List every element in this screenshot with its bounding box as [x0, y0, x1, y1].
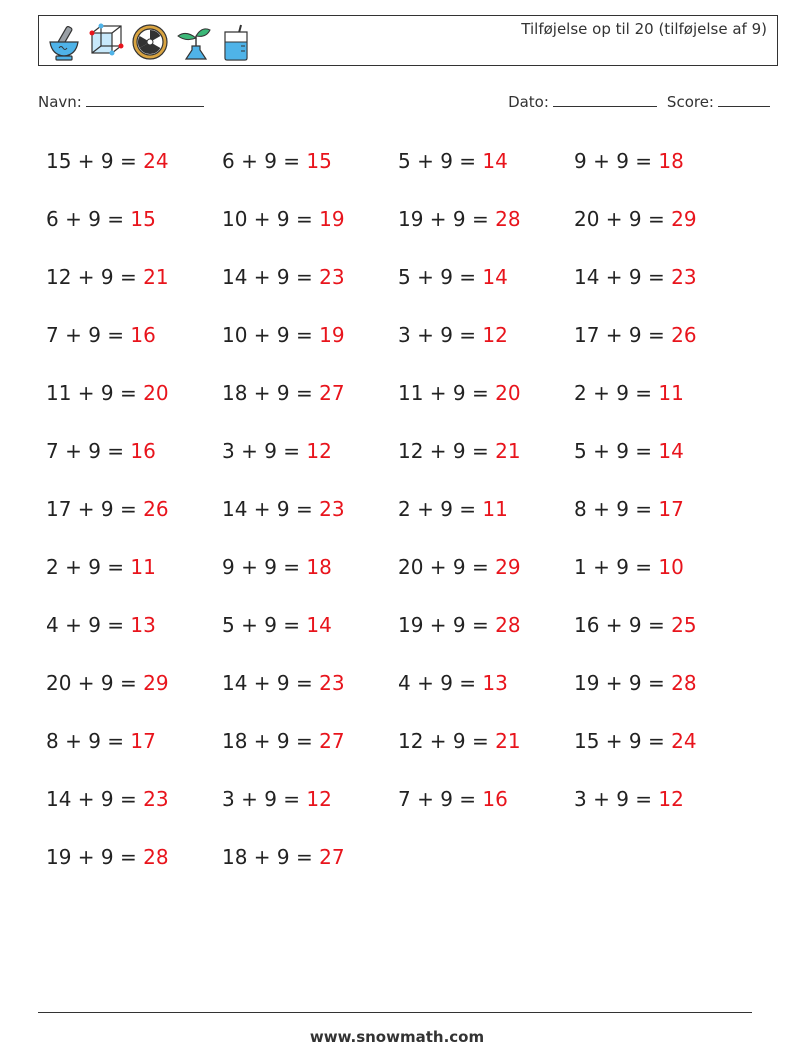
problem-item [222, 258, 398, 316]
problem-item [574, 548, 750, 606]
problem-item [398, 200, 574, 258]
problem-answer: 27 [319, 845, 345, 869]
problem-item [222, 142, 398, 200]
problem-question: 10 + 9 = [222, 207, 320, 231]
problem-question: 11 + 9 = [398, 381, 496, 405]
problem-item [46, 780, 222, 838]
problem-item [46, 374, 222, 432]
problem-answer: 14 [482, 149, 508, 173]
problem-answer: 16 [482, 787, 508, 811]
problem-question: 7 + 9 = [46, 323, 131, 347]
problem-row [46, 258, 766, 316]
problem-question: 8 + 9 = [574, 497, 659, 521]
problem-item [222, 316, 398, 374]
problem-question: 11 + 9 = [46, 381, 144, 405]
beaker-icon [217, 22, 255, 62]
problem-answer: 12 [658, 787, 684, 811]
problem-answer: 18 [306, 555, 332, 579]
problem-question: 2 + 9 = [398, 497, 483, 521]
problem-answer: 28 [143, 845, 169, 869]
date-label: Dato: [508, 93, 549, 111]
problem-item [398, 432, 574, 490]
problem-answer: 11 [130, 555, 156, 579]
problem-question: 15 + 9 = [574, 729, 672, 753]
problem-answer: 14 [482, 265, 508, 289]
problem-answer: 16 [130, 323, 156, 347]
problem-answer: 20 [143, 381, 169, 405]
problem-answer: 12 [482, 323, 508, 347]
problem-question: 19 + 9 = [46, 845, 144, 869]
problem-item [46, 258, 222, 316]
footer-url: www.snowmath.com [309, 1028, 485, 1046]
problem-answer: 23 [671, 265, 697, 289]
problem-item [222, 548, 398, 606]
problem-answer: 11 [658, 381, 684, 405]
problem-question: 17 + 9 = [46, 497, 144, 521]
problem-answer: 19 [319, 207, 345, 231]
problem-answer: 23 [143, 787, 169, 811]
problem-answer: 21 [495, 729, 521, 753]
icon-strip [45, 22, 255, 62]
problem-question: 10 + 9 = [222, 323, 320, 347]
problem-item [46, 838, 222, 896]
problem-answer: 21 [495, 439, 521, 463]
problem-item [46, 490, 222, 548]
problem-answer: 28 [495, 613, 521, 637]
date-blank[interactable] [553, 92, 657, 107]
problem-answer: 16 [130, 439, 156, 463]
problem-question: 3 + 9 = [398, 323, 483, 347]
problem-answer: 29 [671, 207, 697, 231]
problem-question: 4 + 9 = [46, 613, 131, 637]
problem-item [46, 142, 222, 200]
problem-item [46, 722, 222, 780]
problem-item [574, 664, 750, 722]
problem-row [46, 316, 766, 374]
problem-question: 5 + 9 = [574, 439, 659, 463]
problem-question: 5 + 9 = [398, 265, 483, 289]
problem-question: 14 + 9 = [222, 265, 320, 289]
problem-question: 12 + 9 = [46, 265, 144, 289]
problem-answer: 12 [306, 439, 332, 463]
name-field [38, 92, 204, 111]
problem-row [46, 432, 766, 490]
problem-question: 20 + 9 = [398, 555, 496, 579]
problem-answer: 23 [319, 497, 345, 521]
problem-item [398, 722, 574, 780]
score-blank[interactable] [718, 92, 770, 107]
problem-item [574, 780, 750, 838]
plant-flask-icon [174, 22, 212, 62]
problem-answer: 23 [319, 265, 345, 289]
problem-question: 6 + 9 = [222, 149, 307, 173]
footer-divider [38, 1012, 752, 1013]
problem-row [46, 200, 766, 258]
problem-answer: 17 [658, 497, 684, 521]
problem-question: 4 + 9 = [398, 671, 483, 695]
problem-answer: 14 [658, 439, 684, 463]
problem-item [574, 200, 750, 258]
problem-answer: 20 [495, 381, 521, 405]
problem-item [222, 374, 398, 432]
problem-answer: 17 [130, 729, 156, 753]
problem-question: 18 + 9 = [222, 729, 320, 753]
problem-answer: 29 [495, 555, 521, 579]
worksheet-header [38, 15, 778, 66]
problem-item [222, 432, 398, 490]
problem-row [46, 490, 766, 548]
problem-question: 3 + 9 = [222, 787, 307, 811]
problem-question: 17 + 9 = [574, 323, 672, 347]
problem-question: 14 + 9 = [46, 787, 144, 811]
problem-answer: 27 [319, 729, 345, 753]
problem-item [398, 606, 574, 664]
problem-answer: 21 [143, 265, 169, 289]
problem-question: 8 + 9 = [46, 729, 131, 753]
problem-answer: 28 [495, 207, 521, 231]
molecule-cube-icon [88, 22, 126, 62]
problem-answer: 26 [671, 323, 697, 347]
problem-item [574, 316, 750, 374]
problem-item [574, 490, 750, 548]
problem-item [398, 548, 574, 606]
radiation-icon [131, 22, 169, 62]
problem-question: 12 + 9 = [398, 729, 496, 753]
problem-item [398, 258, 574, 316]
problem-item [46, 316, 222, 374]
problem-row [46, 548, 766, 606]
problem-item [222, 490, 398, 548]
problem-answer: 23 [319, 671, 345, 695]
problem-question: 14 + 9 = [222, 671, 320, 695]
problem-answer: 24 [143, 149, 169, 173]
problem-question: 5 + 9 = [222, 613, 307, 637]
problem-item [222, 664, 398, 722]
problem-question: 7 + 9 = [398, 787, 483, 811]
problem-answer: 13 [130, 613, 156, 637]
problem-question: 9 + 9 = [574, 149, 659, 173]
problem-row [46, 142, 766, 200]
problem-question: 5 + 9 = [398, 149, 483, 173]
problem-item [222, 606, 398, 664]
problem-item [574, 432, 750, 490]
problem-answer: 29 [143, 671, 169, 695]
problem-question: 3 + 9 = [222, 439, 307, 463]
problem-item [574, 142, 750, 200]
problem-answer: 13 [482, 671, 508, 695]
problem-item [574, 258, 750, 316]
problem-answer: 28 [671, 671, 697, 695]
name-label: Navn: [38, 93, 82, 111]
problem-question: 20 + 9 = [574, 207, 672, 231]
problem-item [398, 490, 574, 548]
problem-item [46, 606, 222, 664]
problem-item [574, 606, 750, 664]
problem-question: 19 + 9 = [398, 613, 496, 637]
problem-answer: 12 [306, 787, 332, 811]
problem-item [398, 664, 574, 722]
problem-question: 19 + 9 = [574, 671, 672, 695]
problem-answer: 25 [671, 613, 697, 637]
problem-row [46, 722, 766, 780]
problem-item [222, 200, 398, 258]
problem-question: 19 + 9 = [398, 207, 496, 231]
problem-answer: 18 [658, 149, 684, 173]
problem-answer: 10 [658, 555, 684, 579]
problem-question: 2 + 9 = [574, 381, 659, 405]
problem-question: 15 + 9 = [46, 149, 144, 173]
problem-answer: 27 [319, 381, 345, 405]
problem-row [46, 838, 766, 896]
problem-question: 12 + 9 = [398, 439, 496, 463]
problem-question: 9 + 9 = [222, 555, 307, 579]
problem-item [46, 200, 222, 258]
problem-item [398, 142, 574, 200]
problem-answer: 19 [319, 323, 345, 347]
problem-item [574, 374, 750, 432]
problem-row [46, 606, 766, 664]
problem-question: 16 + 9 = [574, 613, 672, 637]
problem-item [222, 838, 398, 896]
problem-question: 18 + 9 = [222, 381, 320, 405]
problem-item [398, 316, 574, 374]
problem-question: 6 + 9 = [46, 207, 131, 231]
problem-row [46, 664, 766, 722]
problem-question: 14 + 9 = [222, 497, 320, 521]
problem-item [574, 722, 750, 780]
worksheet-title: Tilføjelse op til 20 (tilføjelse af 9) [521, 20, 767, 38]
problem-answer: 15 [306, 149, 332, 173]
problem-item [46, 432, 222, 490]
date-score-fields [508, 92, 770, 111]
problem-item [46, 664, 222, 722]
problem-question: 2 + 9 = [46, 555, 131, 579]
problem-question: 1 + 9 = [574, 555, 659, 579]
problem-item [222, 780, 398, 838]
problem-row [46, 780, 766, 838]
problem-question: 3 + 9 = [574, 787, 659, 811]
problem-answer: 15 [130, 207, 156, 231]
problem-answer: 24 [671, 729, 697, 753]
problem-answer: 26 [143, 497, 169, 521]
problem-item [46, 548, 222, 606]
problem-item [222, 722, 398, 780]
name-blank[interactable] [86, 92, 204, 107]
problem-item [398, 780, 574, 838]
problem-answer: 14 [306, 613, 332, 637]
problem-question: 18 + 9 = [222, 845, 320, 869]
problem-question: 20 + 9 = [46, 671, 144, 695]
problem-row [46, 374, 766, 432]
problem-item [398, 374, 574, 432]
score-label: Score: [666, 93, 714, 111]
problem-grid [46, 142, 766, 896]
problem-question: 7 + 9 = [46, 439, 131, 463]
problem-answer: 11 [482, 497, 508, 521]
problem-question: 14 + 9 = [574, 265, 672, 289]
mortar-pestle-icon [45, 22, 83, 62]
